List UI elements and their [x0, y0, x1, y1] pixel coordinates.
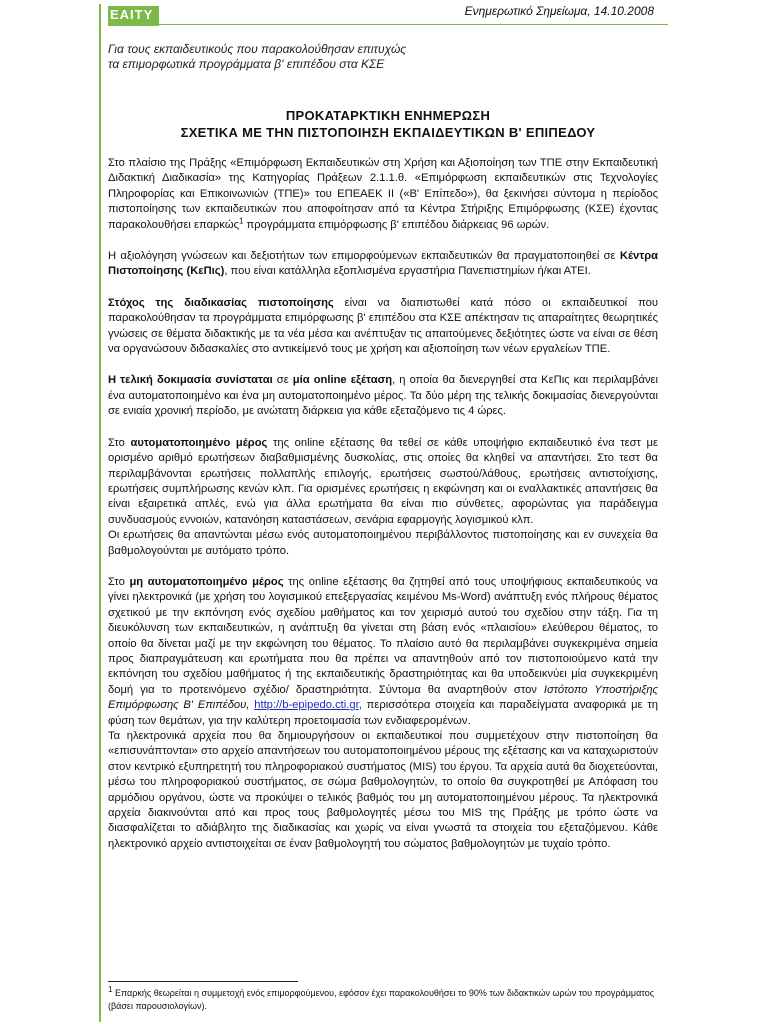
automated-part-term: αυτοματοποιημένο μέρος [130, 436, 268, 449]
header-rule [108, 24, 668, 25]
paragraph-intro [108, 156, 658, 233]
footnote-text: Επαρκής θεωρείται η συμμετοχή ενός επιμορφούμενου, εφόσον έχει παρακολουθήσει το 90% των διδακτικών ωρών του προγράμματος (βάσει παρουσιολογίων). [108, 988, 655, 1011]
paragraph-electronic-files: Τα ηλεκτρονικά αρχεία που θα δημιουργήσουν οι εκπαιδευτικοί που συμμετέχουν στην πιστοποίηση θα «επισυνάπτονται» στο αρχείο απαντήσεων του αυτοματοποιημένου μέρους της εξέτασης και να καταχωριστούν στον κεντρικό εξυπηρετητή του πληροφοριακού συστήματος (MIS) του έργου. Τα αρχεία αυτά θα διοχετεύονται, μέσω του πληροφοριακού συστήματος, σε σώμα βαθμολογητών, το οποίο θα συγκροτηθεί με Απόφαση του αρμόδιου οργάνου, ώστε να προκύψει ο τελικός βαθμός του μη αυτοματοποιημένου μέρους. Τα ηλεκτρονικά αρχεία διακινούνται από και προς τους βαθμολογητές μέσω του MIS της Πράξης με τρόπο ώστε να διασφαλίζεται το αδιάβλητο της διαδικασίας και χωρίς να είναι γνωστά τα στοιχεία του εξεταζόμενου. Κάθε ηλεκτρονικό αρχείο αντιστοιχείται σε έναν βαθμολογητή του σώματος βαθμολογητών με τυχαίο τρόπο. [108, 730, 658, 850]
goal-heading: Στόχος της διαδικασίας πιστοποίησης [108, 296, 334, 309]
goal-text: είναι να διαπιστωθεί κατά πόσο οι εκπαιδευτικοί που παρακολούθησαν τα προγράμματα επιμόρφωσης β' επιπέδου στα ΚΣΕ απέκτησαν τις απαραίτητες θεωρητικές γνώσεις σε θέματα διδακτικής με τα νέα μέσα και ανέπτυξαν τις απαιτούμενες δεξιότητες ώστε να είναι σε θέση να οργανώσουν διδασκαλίες στο αντικείμενό τους με χρήση και αξιοποίηση των νέων εργαλείων ΤΠΕ. [108, 296, 658, 356]
kepis-term: Κέντρα Πιστοποίησης (ΚεΠις) [108, 250, 658, 278]
assessment-text-end: , που είναι κατάλληλα εξοπλισμένα εργαστήρια Πανεπιστημίων ή/και ΑΤΕΙ. [224, 265, 591, 278]
final-test-term: Η τελική δοκιμασία συνίσταται [108, 374, 273, 387]
paragraph-assessment [108, 249, 658, 280]
header-subtitle-line1: Για τους εκπαιδευτικούς που παρακολούθησαν επιτυχώς [108, 42, 407, 56]
eaity-logo: EAITY [108, 6, 159, 26]
document-body [108, 156, 658, 868]
support-site-name: Ιστότοπο Υποστήριξης Επιμόρφωσης Β' Επιπέδου, [108, 683, 658, 712]
footnote-rule [108, 981, 298, 982]
intro-text-end: προγράμματα επιμόρφωσης β' επιπέδου διάρκειας 96 ωρών. [243, 218, 550, 231]
paragraph-goal [108, 296, 658, 358]
title-line2: ΣΧΕΤΙΚΑ ΜΕ ΤΗΝ ΠΙΣΤΟΠΟΙΗΣΗ ΕΚΠΑΙΔΕΥΤΙΚΩΝ Β' ΕΠΙΠΕΔΟΥ [180, 125, 596, 140]
paragraph-non-automated [108, 575, 658, 729]
footnote [108, 987, 668, 1013]
paragraph-automated-grading: Οι ερωτήσεις θα απαντώνται μέσω ενός αυτοματοποιημένου περιβάλλοντος πιστοποίησης και εν συνεχεία θα βαθμολογούνται με αυτόματο τρόπο. [108, 529, 658, 557]
non-automated-part-term: μη αυτοματοποιημένο μέρος [129, 575, 284, 588]
non-automated-prefix: Στο [108, 575, 130, 588]
margin-rule [99, 4, 101, 1022]
doc-type-date: Ενημερωτικό Σημείωμα, 14.10.2008 [464, 4, 654, 18]
footnote-number: 1 [108, 985, 113, 994]
final-test-text: , η οποία θα διενεργηθεί στα ΚεΠις και περιλαμβάνει ένα αυτοματοποιημένο και ένα μη αυτοματοποιημένο μέρος. Τα δύο μέρη της τελικής δοκιμασίας διενεργούνται σε ενιαία χρονική περίοδο, με ανώτατη διάρκεια για κάθε εξεταζόμενο τις 4 ώρες. [108, 374, 659, 418]
automated-text: της online εξέτασης θα τεθεί σε κάθε υποψήφιο εκπαιδευτικό ένα τεστ με ορισμένο αριθμό ερωτήσεων διαβαθμισμένης δυσκολίας, στις οποίες θα κληθεί να απαντήσει. Στο τεστ θα περιλαμβάνονται ερωτήσεις πολλαπλής επιλογής, ερωτήσεις σωστού/λάθους, ερωτήσεις αντιστοίχισης, ερωτήσεις συμπλήρωσης κενών κλπ. Για ορισμένες ερωτήσεις η εκφώνηση και οι εναλλακτικές απαντήσεις θα είναι εξαιρετικά απλές, ενώ για άλλα ερωτήματα θα είναι πιο σύνθετες, αφορώντας για παράδειγμα συνδυασμούς εννοιών, κατανόηση καταστάσεων, σενάρια εφαρμογής λογισμικού κλπ. [108, 436, 658, 526]
support-site-link[interactable]: http://b-epipedo.cti.gr [254, 699, 359, 712]
automated-prefix: Στο [108, 436, 131, 449]
online-exam-term: μία online εξέταση [292, 374, 393, 387]
non-automated-text: της online εξέτασης θα ζητηθεί από τους υποψήφιους εκπαιδευτικούς να γίνει ηλεκτρονικά (με χρήση του λογισμικού επεξεργασίας κειμένου Ms-Word) ανάπτυξη ενός πλήρους θέματος σχετικού με την εκπόνηση ενός σχεδίου μαθήματος και τον χειρισμό αυτού του σχεδίου στην τάξη. Για τη διευκόλυνση των εκπαιδευτικών, η ανάπτυξη θα γίνεται στη βάση ενός «πλαισίου» ελεύθερου θέματος, το οποίο θα δίνεται μαζί με την εκφώνηση του θέματος. Το πλαίσιο αυτό θα περιλαμβάνει συγκεκριμένα σημεία προς διαπραγμάτευση και ερωτήματα που θα πρέπει να απαντηθούν από τον πιστοποιούμενο κατά την εκπόνηση του σχεδίου μαθήματος ή της εκπαιδευτικής δραστηριότητας και θα υποδεικνύει μία συγκεκριμένη δομή για το προτεινόμενο σχέδιο/ δραστηριότητα. Σύντομα θα αναρτηθούν στον [108, 575, 658, 696]
header-subtitle-line2: τα επιμορφωτικά προγράμματα β' επιπέδου στα ΚΣΕ [108, 57, 385, 71]
footnote-ref: 1 [238, 215, 244, 225]
assessment-text: Η αξιολόγηση γνώσεων και δεξιοτήτων των επιμορφούμενων εκπαιδευτικών θα πραγματοποιηθεί σε [108, 250, 620, 263]
paragraph-automated [108, 436, 658, 528]
intro-text: Στο πλαίσιο της Πράξης «Επιμόρφωση Εκπαιδευτικών στη Χρήση και Αξιοποίηση των ΤΠΕ στην Εκπαιδευτική Διδακτική Διαδικασία» της Κατηγορίας Πράξεων 2.1.1.θ. «Επιμόρφωση εκπαιδευτικών στις Τεχνολογίες Πληροφορίας και Επικοινωνιών (ΤΠΕ)» του ΕΠΕΑΕΚ ΙΙ («Β' Επίπεδο»), θα ξεκινήσει σύντομα η περίοδος πιστοποίησης των εκπαιδευτικών που αποφοίτησαν από τα Κέντρα Στήριξης Επιμόρφωσης (ΚΣΕ) έχοντας παρακολουθήσει επαρκώς [108, 157, 658, 231]
final-test-connector: σε [272, 374, 293, 387]
paragraph-final-test [108, 373, 658, 419]
non-automated-text-end: , περισσότερα στοιχεία και παραδείγματα αναφορικά με τη φύση των θεμάτων, για την καλύτερη προετοιμασία των ενδιαφερομένων. [108, 699, 658, 727]
title-line1: ΠΡΟΚΑΤΑΡΚΤΙΚΗ ΕΝΗΜΕΡΩΣΗ [285, 108, 491, 123]
